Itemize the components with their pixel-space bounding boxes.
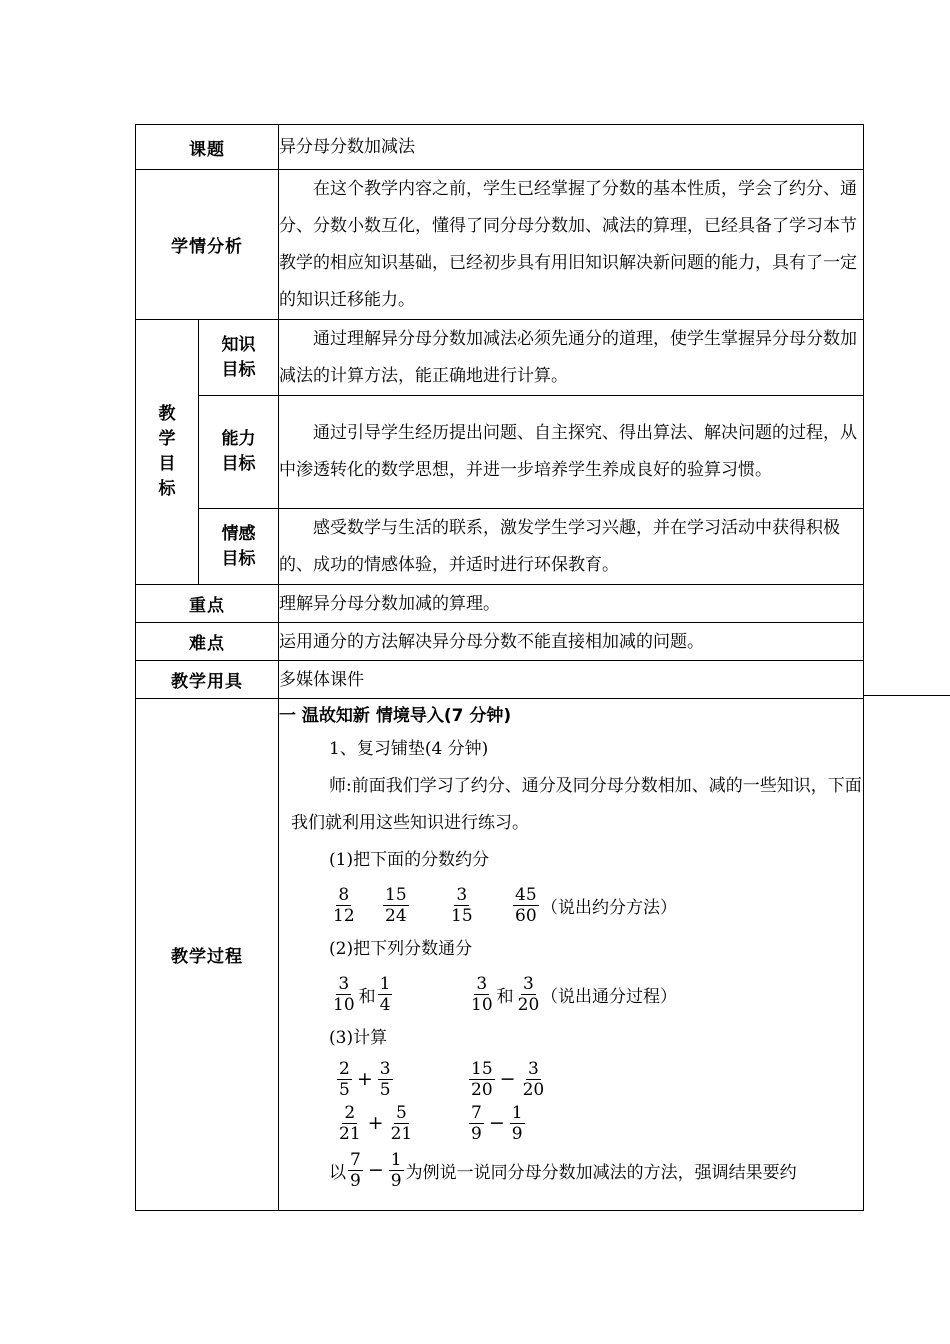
ability-goal-label-line1: 能力 [221,429,256,449]
emotion-goal-text: 感受数学与生活的联系，激发学生学习兴趣，并在学习活动中获得积极的、成功的情感体验，并适时进行环保教育。 [279,517,840,575]
goals-label-char: 教 [158,404,176,424]
numerator: 15 [385,884,407,905]
ability-goal-row [136,396,864,509]
goals-label-char: 目 [158,454,176,474]
numerator: 3 [379,1058,391,1079]
ability-goal-text: 通过引导学生经历提出问题、自主探究、得出算法、解决问题的过程，从中渗透转化的数学思想，并进一步培养学生养成良好的验算习惯。 [279,423,857,480]
and-word: 和 [358,986,376,1007]
review-subheading: 1、复习铺垫(4 分钟) [329,739,489,759]
lesson-plan-table [135,124,864,1211]
knowledge-goal-cell [279,320,864,396]
denominator: 20 [522,1079,545,1100]
numerator: 5 [395,1102,407,1123]
numerator: 7 [471,1102,482,1123]
stray-rule-line [863,695,950,696]
denominator: 60 [515,905,537,926]
goals-label-char: 学 [158,429,176,449]
numerator: 2 [339,1058,350,1079]
denominator: 9 [471,1123,482,1144]
calc-row-2 [329,1101,863,1145]
denominator: 10 [333,994,355,1015]
emotion-goal-label-line2: 目标 [221,548,256,569]
topic-value: 异分母分数加减法 [279,125,864,170]
numerator: 45 [515,884,537,905]
calc-expression [467,1057,548,1101]
calc-expression [335,1057,395,1101]
knowledge-goal-row [136,320,864,396]
knowledge-goal-label-line1: 知识 [221,334,256,355]
plus-sign: + [367,1112,384,1134]
calc-expression [467,1101,527,1145]
tools-row [136,661,864,699]
denominator: 21 [339,1123,361,1144]
teacher-remark: 师:前面我们学习了约分、通分及同分母分数相加、减的一些知识，下面我们就利用这些知识进行练习。 [291,776,862,833]
process-row [136,699,864,1211]
and-word: 和 [496,986,514,1007]
emotion-goal-label [199,509,279,585]
goals-label-char: 标 [158,479,176,499]
denominator: 24 [385,905,407,926]
tools-label: 教学用具 [136,661,279,699]
numerator: 3 [527,1058,539,1079]
calc-row-1 [329,1057,863,1101]
numerator: 1 [390,1149,402,1170]
denominator: 4 [379,994,391,1015]
exercise-2-fractions [329,968,863,1020]
summary-sentence [329,1145,797,1195]
denominator: 15 [451,905,473,926]
difficulty-label: 难点 [136,623,279,661]
exercise-1-note: （说出约分方法） [541,897,677,918]
knowledge-goal-label-line2: 目标 [221,359,256,380]
knowledge-goal-text: 通过理解异分母分数加减法必须先通分的道理，使学生掌握异分母分数加减法的计算方法，能正确地进行计算。 [279,328,857,386]
minus-sign: − [499,1068,516,1090]
analysis-label: 学情分析 [136,170,279,320]
denominator: 5 [339,1079,350,1100]
exercise-2-note: （说出通分过程） [541,986,677,1007]
analysis-cell [279,170,864,320]
analysis-row [136,170,864,320]
numerator: 7 [350,1149,361,1170]
denominator: 12 [333,905,355,926]
calc-expression [335,1101,416,1145]
emotion-goal-row [136,509,864,585]
numerator: 3 [523,973,534,994]
goals-label [136,320,199,585]
denominator: 9 [511,1123,523,1144]
exercise-1-fractions [329,879,863,931]
fraction [447,879,477,931]
ability-goal-label [199,396,279,509]
denominator: 5 [379,1079,391,1100]
ability-goal-cell [279,396,864,509]
topic-label: 课题 [136,125,279,170]
summary-line [329,1145,863,1195]
tools-value: 多媒体课件 [279,661,864,699]
process-label: 教学过程 [136,699,279,1211]
numerator: 3 [456,884,468,905]
exercise-2-prompt: (2)把下列分数通分 [329,939,473,959]
denominator: 20 [471,1079,493,1100]
denominator: 20 [517,994,540,1015]
fraction [329,879,359,931]
difficulty-value: 运用通分的方法解决异分母分数不能直接相加减的问题。 [279,623,864,661]
numerator: 3 [338,973,350,994]
fraction-pair [329,968,394,1020]
denominator: 9 [390,1170,402,1191]
fraction [511,879,541,931]
process-cell [279,699,864,1211]
denominator: 10 [471,994,493,1015]
process-heading: 一 温故知新 情境导入(7 分钟) [279,706,512,726]
numerator: 1 [379,973,391,994]
key-point-label: 重点 [136,585,279,623]
key-point-row [136,585,864,623]
denominator: 9 [350,1170,361,1191]
numerator: 3 [476,973,488,994]
summary-prefix: 以 [329,1162,346,1183]
emotion-goal-cell [279,509,864,585]
key-point-value: 理解异分母分数加减的算理。 [279,585,864,623]
minus-sign: − [367,1159,384,1181]
fraction-pair [467,968,543,1020]
numerator: 2 [344,1102,356,1123]
difficulty-row [136,623,864,661]
knowledge-goal-label [199,320,279,396]
topic-row [136,125,864,170]
numerator: 8 [338,884,350,905]
denominator: 21 [390,1123,413,1144]
analysis-text: 在这个教学内容之前，学生已经掌握了分数的基本性质，学会了约分、通分、分数小数互化，懂得了同分母分数加、减法的算理，已经具备了学习本节教学的相应知识基础，已经初步具有用旧知识解决新问题的能力，具有了一定的知识迁移能力。 [279,178,857,310]
numerator: 15 [471,1058,493,1079]
summary-suffix: 为例说一说同分母分数加减法的方法，强调结果要约 [405,1162,797,1183]
numerator: 1 [511,1102,523,1123]
exercise-1-prompt: (1)把下面的分数约分 [329,850,490,870]
exercise-3-prompt: (3)计算 [329,1028,388,1048]
plus-sign: + [356,1068,373,1090]
ability-goal-label-line2: 目标 [221,454,256,474]
fraction [381,879,411,931]
minus-sign: − [488,1112,505,1134]
emotion-goal-label-line1: 情感 [221,523,256,544]
